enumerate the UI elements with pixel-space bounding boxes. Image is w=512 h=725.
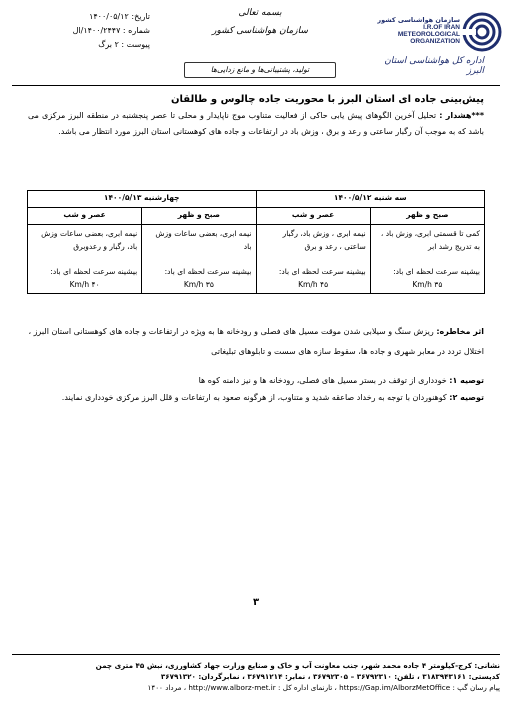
attachment-label: پیوست : ۲ برگ — [98, 40, 150, 49]
recommendation-1-prefix: توصیه ۱: — [449, 376, 484, 385]
period-header: صبح و ظهر — [142, 208, 256, 225]
footer — [12, 660, 500, 693]
day-header-wednesday: چهارشنبه ۱۴۰۰/۵/۱۳ — [28, 191, 257, 208]
forecast-table — [27, 190, 485, 294]
forecast-cell — [370, 225, 484, 294]
period-header: عصر و شب — [28, 208, 142, 225]
hazard-prefix: اثر مخاطره: — [436, 327, 484, 336]
period-header: عصر و شب — [256, 208, 370, 225]
forecast-desc: نیمه ابری، بعضی ساعات وزش باد — [155, 229, 252, 251]
meteorological-organization-logo-icon — [462, 12, 502, 52]
document-title: پیش‌بینی جاده ای استان البرز با محوریت جاده چالوس و طالقان — [171, 94, 484, 105]
motto-box: تولید، پشتیبانی‌ها و مانع زدایی‌ها — [184, 62, 336, 78]
forecast-desc: نیمه ابری ، وزش باد، رگبار ساعتی ، رعد و برق — [282, 229, 366, 251]
forecast-desc: کمی تا قسمتی ابری، وزش باد ، به تدریج رشد ابر — [380, 229, 480, 251]
alert-text: تحلیل آخرین الگوهای پیش یابی حاکی از فعالیت متناوب موج ناپایدار و محلی تا عصر پنجشنبه در منطقه البرز مرکزی می باشد که به موجب آن رگبار ساعتی و رعد و برق ، وزش باد در ارتفاعات و جاده های کوهستانی استان البرز مورد انتظار می باشد. — [28, 111, 484, 136]
footer-web: پیام رسان گپ : https://Gap.im/AlborzMetOffice ، تارنمای اداره کل : http://www.alborz-met.ir ، مرداد ۱۴۰۰ — [147, 683, 500, 692]
wind-value: ۳۵ Km/h — [412, 280, 443, 289]
wind-label: بیشینه سرعت لحظه ای باد: — [50, 267, 138, 276]
forecast-desc: نیمه ابری، بعضی ساعات وزش باد، رگبار و رعدوبرق — [41, 229, 138, 251]
wind-value: ۴۵ Km/h — [298, 280, 329, 289]
forecast-cell — [28, 225, 142, 294]
date-label: تاریخ: ۱۴۰۰/۰۵/۱۲ — [89, 12, 150, 21]
header-center — [190, 8, 330, 36]
footer-address: نشانی: کرج-کیلومتر ۴ جاده محمد شهر، جنب معاونت آب و خاک و صنایع وزارت جهاد کشاورزی، نبش ۴۵ متری چمن — [95, 661, 500, 670]
org-center-name: سازمان هواشناسی کشور — [212, 26, 308, 36]
wind-label: بیشینه سرعت لحظه ای باد: — [164, 267, 252, 276]
wind-label: بیشینه سرعت لحظه ای باد: — [278, 267, 366, 276]
letter-meta — [30, 10, 150, 52]
day-header-tuesday: سه شنبه ۱۴۰۰/۵/۱۲ — [256, 191, 485, 208]
bismillah: بسمه تعالی — [238, 8, 282, 18]
recommendation-1 — [199, 376, 484, 385]
alert-paragraph — [28, 108, 484, 140]
recommendation-2-text: کوهنوردان با توجه به رخداد صاعقه شدید و متناوب، از هرگونه صعود به ارتفاعات و قلل البرز مرکزی خودداری نمایند. — [61, 393, 450, 402]
recommendation-2-prefix: توصیه ۲: — [449, 393, 484, 402]
alert-prefix: ***هشدار : — [439, 111, 485, 120]
hazard-paragraph — [28, 322, 484, 362]
number-label: شماره : ۱۴۰۰/۲۴۴۷/ال — [72, 26, 150, 35]
org-logo-fa-name: سازمان هواشناسی کشور — [377, 16, 460, 24]
footer-contact: کدپستی: ۳۱۸۳۹۴۳۱۶۱ ، تلفن: ۳۶۷۹۲۳۱۰ – ۳۶۷۹۲۳۰۵ ، نمابر: ۳۶۷۹۱۲۱۴ ، نمابرگردان: ۳۶۷۹۱۳۲۰ — [160, 672, 500, 681]
org-logo — [372, 10, 504, 78]
wind-value: ۳۵ Km/h — [183, 280, 214, 289]
recommendation-1-text: خودداری از توقف در بستر مسیل های فصلی، رودخانه ها و نیز دامنه کوه ها — [198, 376, 450, 385]
header-divider — [12, 85, 500, 86]
org-logo-en-name: I.R.OF IRAN METEOROLOGICAL ORGANIZATION — [397, 24, 460, 46]
forecast-cell — [256, 225, 370, 294]
recommendation-2 — [28, 393, 484, 402]
page-number: ۳ — [252, 597, 260, 608]
hazard-text: ریزش سنگ و سیلابی شدن موقت مسیل های فصلی و رودخانه ها به ویژه در ارتفاعات و جاده های کوهستانی استان البرز ، اختلال تردد در معابر شهری و جاده ها، سقوط سازه های سست و تابلوهای تبلیغاتی — [28, 327, 484, 356]
period-header: صبح و ظهر — [370, 208, 484, 225]
wind-value: ۴۰ Km/h — [69, 280, 100, 289]
footer-divider — [12, 654, 500, 655]
wind-label: بیشینه سرعت لحظه ای باد: — [393, 267, 480, 276]
org-logo-script: اداره کل هواشناسی استان البرز — [384, 56, 484, 76]
forecast-cell — [142, 225, 256, 294]
